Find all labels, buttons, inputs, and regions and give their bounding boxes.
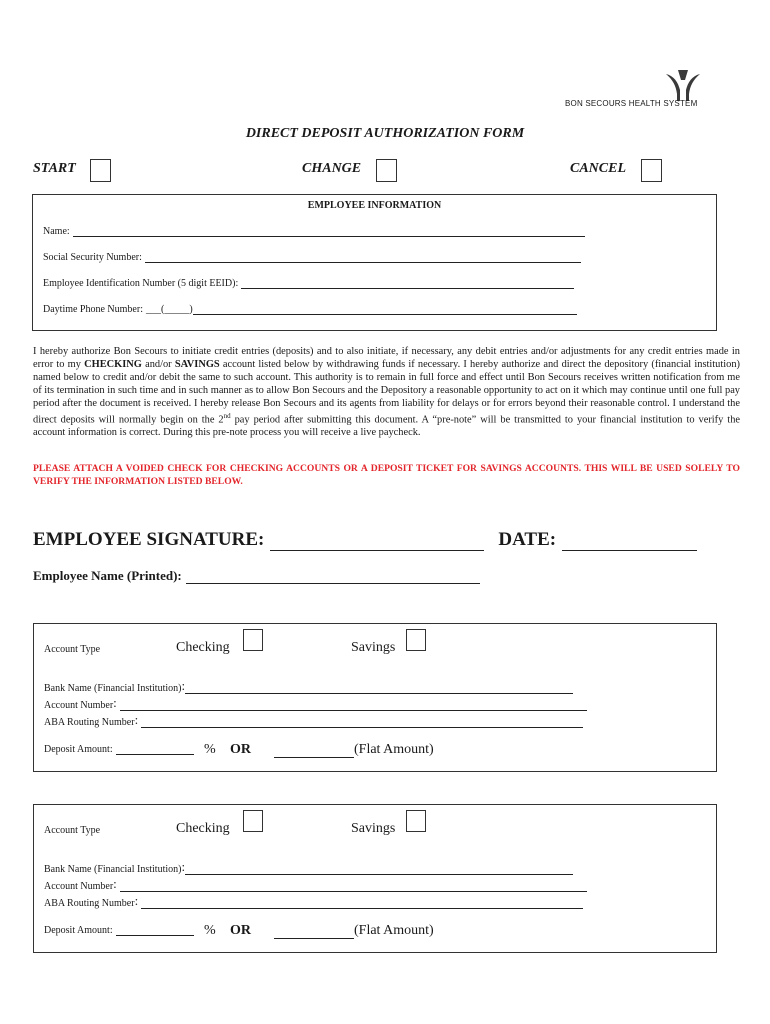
cancel-label: CANCEL xyxy=(570,161,627,176)
flat-amount-label: (Flat Amount) xyxy=(354,742,434,757)
bank-name-label: Bank Name (Financial Institution) xyxy=(44,683,182,694)
signature-label: EMPLOYEE SIGNATURE: xyxy=(33,529,265,550)
date-line[interactable] xyxy=(562,530,697,551)
deposit-percent-line[interactable] xyxy=(116,925,194,936)
name-label: Name: xyxy=(43,226,70,237)
phone-area-open: ___( xyxy=(145,304,165,315)
voided-check-warning: PLEASE ATTACH A VOIDED CHECK FOR CHECKING ACCOUNTS OR A DEPOSIT TICKET FOR SAVINGS ACCOUNTS. THIS WILL BE USED SOLELY TO VERIFY THE INFORMATION LISTED BELOW. xyxy=(33,463,740,487)
checking-checkbox[interactable] xyxy=(243,629,263,651)
account-number-field[interactable]: Account Number : xyxy=(44,695,587,711)
account-number-field[interactable]: Account Number : xyxy=(44,876,587,892)
deposit-amount-label: Deposit Amount: xyxy=(44,744,113,755)
account-type-label: Account Type xyxy=(44,825,101,836)
date-label: DATE: xyxy=(498,529,557,550)
bank-name-field[interactable]: Bank Name (Financial Institution) : xyxy=(44,859,573,875)
ssn-line[interactable] xyxy=(145,252,581,263)
aba-routing-field[interactable]: ABA Routing Number : xyxy=(44,712,583,728)
account-number-label: Account Number xyxy=(44,881,114,892)
savings-emphasis: SAVINGS xyxy=(174,359,220,370)
aba-routing-line[interactable] xyxy=(141,898,583,909)
employee-information-heading: EMPLOYEE INFORMATION xyxy=(307,200,442,211)
or-label: OR xyxy=(230,923,251,938)
phone-line[interactable] xyxy=(193,304,577,315)
form-title: DIRECT DEPOSIT AUTHORIZATION FORM xyxy=(245,126,525,141)
printed-name-row xyxy=(33,568,480,584)
eeid-label: Employee Identification Number (5 digit EEID): xyxy=(43,278,239,289)
percent-sign: % xyxy=(204,742,216,757)
signature-line[interactable] xyxy=(270,530,484,551)
flat-amount-line[interactable] xyxy=(274,926,354,939)
bon-secours-logo-icon xyxy=(660,70,706,102)
eeid-field[interactable] xyxy=(43,278,574,289)
change-checkbox[interactable] xyxy=(376,159,397,182)
account-number-line[interactable] xyxy=(120,881,587,892)
aba-routing-label: ABA Routing Number xyxy=(44,717,135,728)
percent-sign: % xyxy=(204,923,216,938)
phone-area-mid: _____) xyxy=(164,304,193,315)
aba-routing-label: ABA Routing Number xyxy=(44,898,135,909)
flat-amount-field[interactable] xyxy=(274,923,434,939)
authorization-paragraph: I hereby authorize Bon Secours to initiate credit entries (deposits) and to also initiate, if necessary, any debit entries and/or adjustments for any credit entries made in error to my CHECKING and/or SAVINGS account listed below by withdrawing funds if necessary. I hereby authorize and direct the depository (financial institution) named below to credit and/or debit the same to such account. This authority is to remain in full force and effect until Bon Secours receives written notification from me of its termination in such time and in such manner as to allow Bon Secours and the Depository a reasonable opportunity to act on it which may continue until one full pay period after the document is received. I hereby release Bon Secours and its agents from liability for delays or for errors beyond their reasonable control. I understand the direct deposits will normally begin on the 2nd pay period after submitting this document. A “pre-note” will be transmitted to your financial institution to verify the account information is correct. During this pre-note process you will receive a live paycheck. xyxy=(33,346,740,439)
bank-name-field[interactable]: Bank Name (Financial Institution) : xyxy=(44,678,573,694)
signature-row xyxy=(33,529,697,551)
bank-name-line[interactable] xyxy=(185,683,573,694)
phone-label: Daytime Phone Number: xyxy=(43,304,143,315)
account-number-label: Account Number xyxy=(44,700,114,711)
account-box-2 xyxy=(33,804,717,953)
checking-label: Checking xyxy=(176,640,230,655)
aba-routing-field[interactable]: ABA Routing Number : xyxy=(44,893,583,909)
checking-label: Checking xyxy=(176,821,230,836)
start-checkbox[interactable] xyxy=(90,159,111,182)
name-field[interactable] xyxy=(43,226,585,237)
checking-checkbox[interactable] xyxy=(243,810,263,832)
cancel-checkbox[interactable] xyxy=(641,159,662,182)
account-type-label: Account Type xyxy=(44,644,101,655)
bank-name-line[interactable] xyxy=(185,864,573,875)
savings-checkbox[interactable] xyxy=(406,629,426,651)
phone-field[interactable] xyxy=(43,304,577,315)
aba-routing-line[interactable] xyxy=(141,717,583,728)
printed-name-label: Employee Name (Printed): xyxy=(33,568,182,583)
account-number-line[interactable] xyxy=(120,700,587,711)
deposit-amount-label: Deposit Amount: xyxy=(44,925,113,936)
flat-amount-label: (Flat Amount) xyxy=(354,923,434,938)
employee-information-box xyxy=(32,194,717,331)
ssn-field[interactable] xyxy=(43,252,581,263)
change-label: CHANGE xyxy=(302,161,362,176)
deposit-amount-field[interactable] xyxy=(44,744,194,755)
start-label: START xyxy=(33,161,76,176)
logo-text: BON SECOURS HEALTH SYSTEM xyxy=(565,99,698,108)
printed-name-line[interactable] xyxy=(186,569,480,584)
ssn-label: Social Security Number: xyxy=(43,252,142,263)
savings-checkbox[interactable] xyxy=(406,810,426,832)
or-label: OR xyxy=(230,742,251,757)
flat-amount-field[interactable] xyxy=(274,742,434,758)
bank-name-label: Bank Name (Financial Institution) xyxy=(44,864,182,875)
flat-amount-line[interactable] xyxy=(274,745,354,758)
account-box-1 xyxy=(33,623,717,772)
savings-label: Savings xyxy=(351,821,396,836)
eeid-line[interactable] xyxy=(241,278,574,289)
checking-emphasis: CHECKING xyxy=(84,359,142,370)
name-line[interactable] xyxy=(73,226,585,237)
savings-label: Savings xyxy=(351,640,396,655)
deposit-percent-line[interactable] xyxy=(116,744,194,755)
deposit-amount-field[interactable] xyxy=(44,925,194,936)
